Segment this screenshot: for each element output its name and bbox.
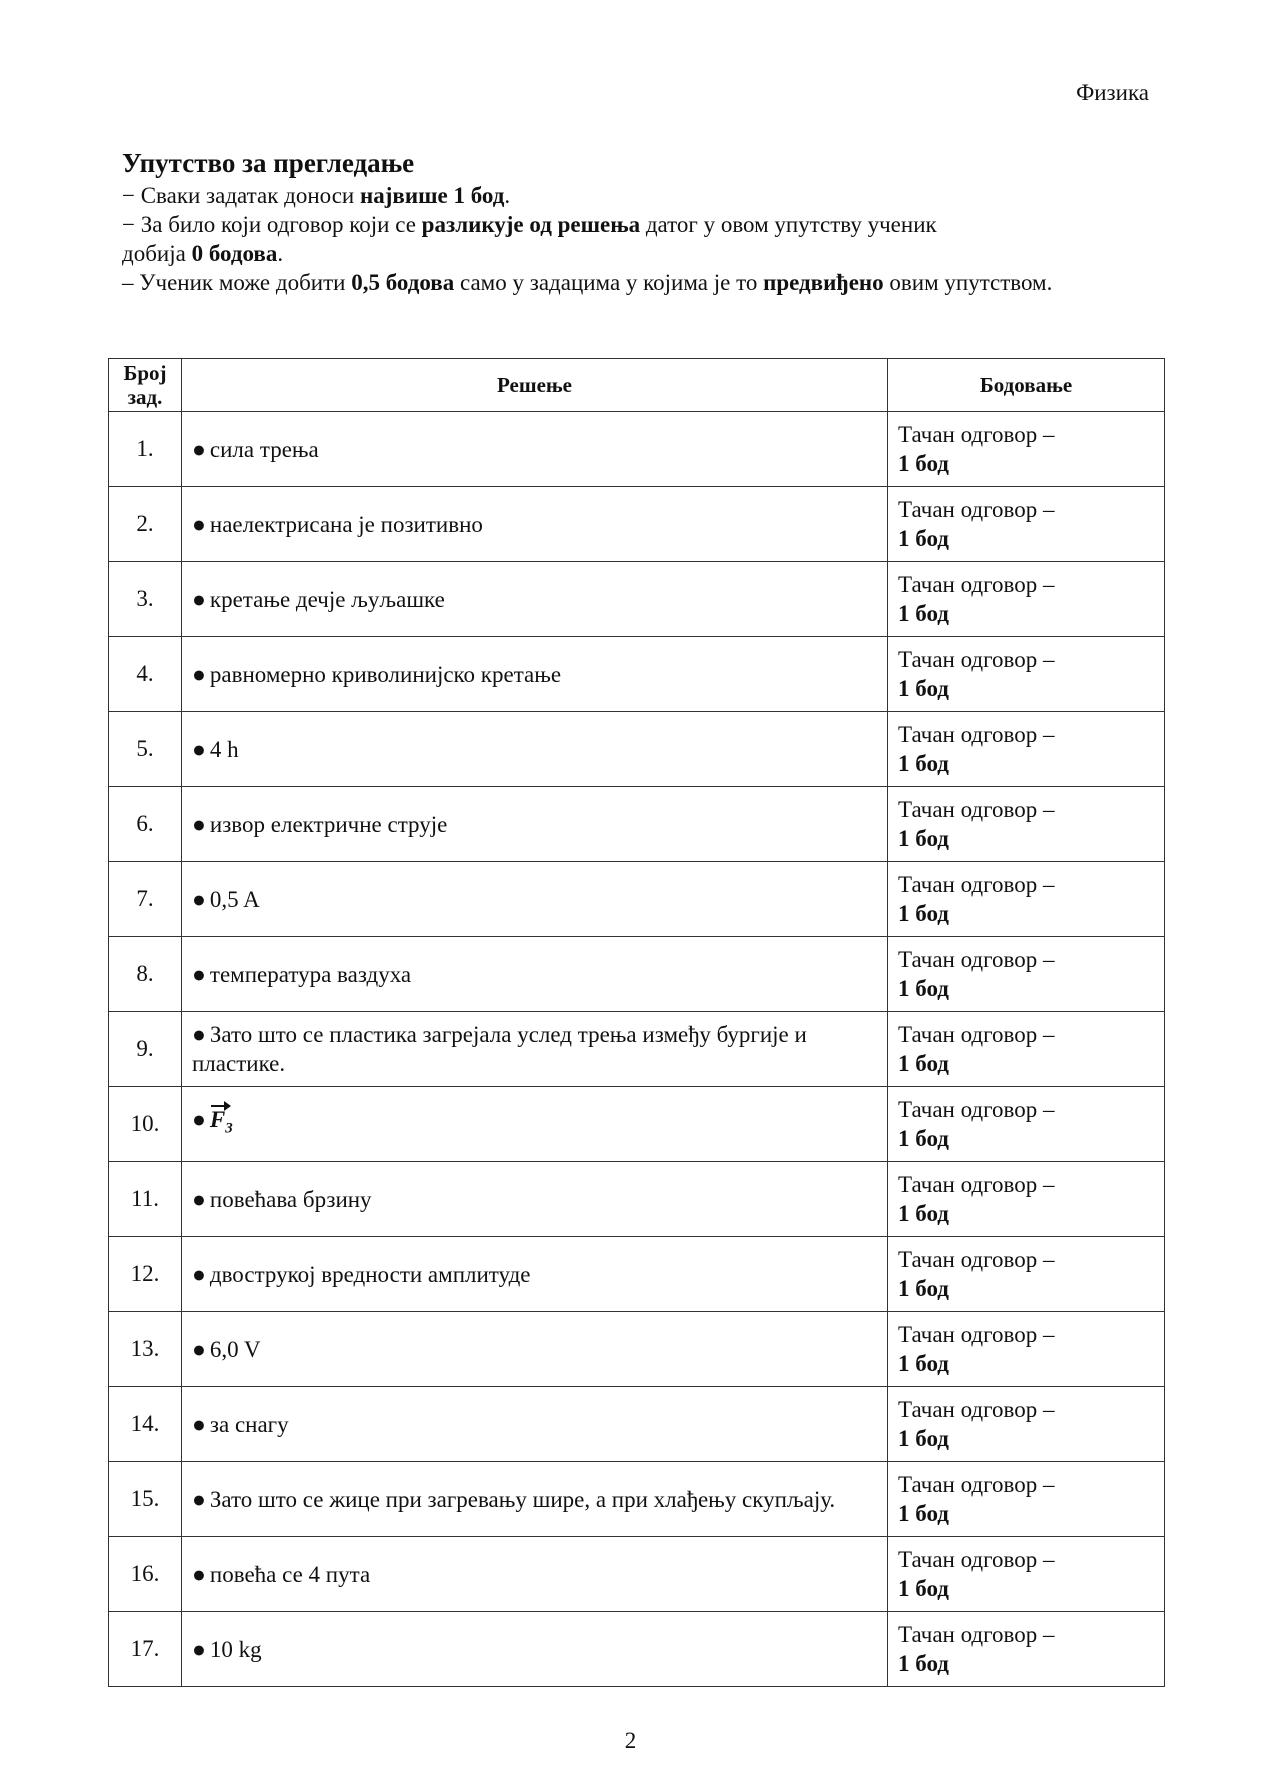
task-number: 16. [109,1537,182,1612]
instruction-line-2: − За било који одговор који се разликује од решења датог у овом упутству ученик добија 0 бодова. [122,212,937,266]
score-text: Тачан одговор – [898,572,1055,597]
solution-text: кретање дечје љуљашке [209,586,445,612]
bullet-icon: ● [192,1636,206,1662]
task-number: 15. [109,1462,182,1537]
solution-text: 0,5 A [209,886,260,912]
bullet-icon: ● [192,436,206,462]
table-row [109,1237,1165,1312]
bullet-icon: ● [192,1561,206,1587]
scoring-cell [888,1312,1165,1387]
solution-cell [182,862,888,937]
table-header-row [109,359,1165,412]
solution-cell [182,487,888,562]
scoring-cell [888,1612,1165,1687]
solution-text: наелектрисана је позитивно [209,511,483,537]
task-number: 11. [109,1162,182,1237]
force-vector [210,1105,233,1144]
grading-instructions [122,148,1122,297]
score-text: Тачан одговор – [898,1097,1055,1122]
bullet-icon: ● [192,736,206,762]
task-number: 1. [109,412,182,487]
solution-cell [182,637,888,712]
solution-cell [182,412,888,487]
score-text: Тачан одговор – [898,647,1055,672]
score-points: 1 бод [898,676,949,701]
table-row [109,637,1165,712]
solution-cell [182,1537,888,1612]
score-points: 1 бод [898,1276,949,1301]
score-points: 1 бод [898,826,949,851]
task-number: 13. [109,1312,182,1387]
solution-text: 10 kg [209,1636,262,1662]
score-points: 1 бод [898,1501,949,1526]
score-points: 1 бод [898,1651,949,1676]
bullet-icon: ● [192,1106,206,1132]
solution-text: температура ваздуха [209,961,412,987]
task-number: 14. [109,1387,182,1462]
solution-cell [182,1312,888,1387]
solution-text: 6,0 V [209,1336,261,1362]
table-body [109,412,1165,1687]
table-row [109,1087,1165,1162]
solution-text: повећа се 4 пута [209,1561,371,1587]
bullet-icon: ● [192,1261,206,1287]
table-row [109,1312,1165,1387]
score-text: Тачан одговор – [898,1322,1055,1347]
score-points: 1 бод [898,901,949,926]
table-row [109,1387,1165,1462]
score-text: Тачан одговор – [898,797,1055,822]
bullet-icon: ● [192,1486,206,1512]
subject-header: Физика [1076,80,1149,105]
solution-text: двострукој вредности амплитуде [209,1261,531,1287]
solution-cell [182,1237,888,1312]
table-row [109,412,1165,487]
table-row [109,712,1165,787]
scoring-cell [888,412,1165,487]
page-number: 2 [624,1728,637,1753]
table-row [109,562,1165,637]
scoring-cell [888,862,1165,937]
table-row [109,1012,1165,1087]
score-text: Тачан одговор – [898,1397,1055,1422]
header-scoring: Бодовање [888,359,1165,412]
solution-cell [182,1162,888,1237]
task-number: 10. [109,1087,182,1162]
bullet-icon: ● [192,661,206,687]
score-text: Тачан одговор – [898,1472,1055,1497]
solution-cell [182,712,888,787]
score-points: 1 бод [898,451,949,476]
task-number: 7. [109,862,182,937]
scoring-cell [888,487,1165,562]
solution-cell [182,1387,888,1462]
task-number: 8. [109,937,182,1012]
score-text: Тачан одговор – [898,1247,1055,1272]
solution-text: равномерно криволинијско кретање [209,661,562,687]
scoring-cell [888,1462,1165,1537]
scoring-cell [888,562,1165,637]
bullet-icon: ● [192,1336,206,1362]
answer-key-table [108,358,1165,1687]
score-points: 1 бод [898,601,949,626]
score-text: Тачан одговор – [898,872,1055,897]
scoring-cell [888,787,1165,862]
header-number: Број зад. [109,359,182,412]
task-number: 5. [109,712,182,787]
vector-subscript: 3 [225,1120,233,1137]
solution-cell [182,937,888,1012]
solution-cell [182,562,888,637]
scoring-cell [888,1387,1165,1462]
solution-text: повећава брзину [209,1186,372,1212]
score-text: Тачан одговор – [898,722,1055,747]
score-points: 1 бод [898,1201,949,1226]
task-number: 17. [109,1612,182,1687]
solution-cell [182,1087,888,1162]
score-points: 1 бод [898,1426,949,1451]
scoring-cell [888,1162,1165,1237]
scoring-cell [888,1237,1165,1312]
table-row [109,1162,1165,1237]
score-points: 1 бод [898,526,949,551]
bullet-icon: ● [192,1186,206,1212]
solution-cell [182,787,888,862]
bullet-icon: ● [192,1022,206,1047]
task-number: 12. [109,1237,182,1312]
score-text: Тачан одговор – [898,422,1055,447]
scoring-cell [888,937,1165,1012]
instructions-title: Упутство за прегледање [122,148,415,178]
scoring-cell [888,1087,1165,1162]
table-row [109,1462,1165,1537]
task-number: 4. [109,637,182,712]
instruction-line-1: − Сваки задатак доноси највише 1 бод. [122,183,511,208]
table-row [109,487,1165,562]
table-row [109,1537,1165,1612]
score-text: Тачан одговор – [898,1172,1055,1197]
table-row [109,787,1165,862]
scoring-cell [888,712,1165,787]
solution-cell [182,1462,888,1537]
table-row [109,862,1165,937]
task-number: 2. [109,487,182,562]
score-points: 1 бод [898,976,949,1001]
solution-text: 4 h [209,736,239,762]
task-number: 3. [109,562,182,637]
solution-text: Зато што се жице при загревању шире, а при хлађењу скупљају. [209,1486,836,1512]
score-points: 1 бод [898,1351,949,1376]
bullet-icon: ● [192,586,206,612]
bullet-icon: ● [192,511,206,537]
score-points: 1 бод [898,751,949,776]
bullet-icon: ● [192,811,206,837]
vector-letter: F [209,1106,226,1132]
solution-cell [182,1012,888,1087]
score-text: Тачан одговор – [898,497,1055,522]
header-solution: Решење [182,359,888,412]
solution-text: сила трења [209,436,319,462]
score-text: Тачан одговор – [898,947,1055,972]
task-number: 6. [109,787,182,862]
scoring-cell [888,637,1165,712]
score-points: 1 бод [898,1126,949,1151]
bullet-icon: ● [192,886,206,912]
task-number: 9. [109,1012,182,1087]
bullet-icon: ● [192,961,206,987]
score-text: Тачан одговор – [898,1022,1055,1047]
score-text: Тачан одговор – [898,1547,1055,1572]
solution-text: Зато што се пластика загрејала услед трења између бургије и пластике. [192,1022,807,1076]
solution-text: за снагу [209,1411,289,1437]
table-row [109,1612,1165,1687]
table-row [109,937,1165,1012]
score-points: 1 бод [898,1051,949,1076]
solution-cell [182,1612,888,1687]
score-points: 1 бод [898,1576,949,1601]
bullet-icon: ● [192,1411,206,1437]
scoring-cell [888,1012,1165,1087]
score-text: Тачан одговор – [898,1622,1055,1647]
scoring-cell [888,1537,1165,1612]
solution-text: извор електричне струје [209,811,448,837]
instruction-line-3: – Ученик може добити 0,5 бодова само у задацима у којима је то предвиђено овим упутством. [122,270,1053,295]
